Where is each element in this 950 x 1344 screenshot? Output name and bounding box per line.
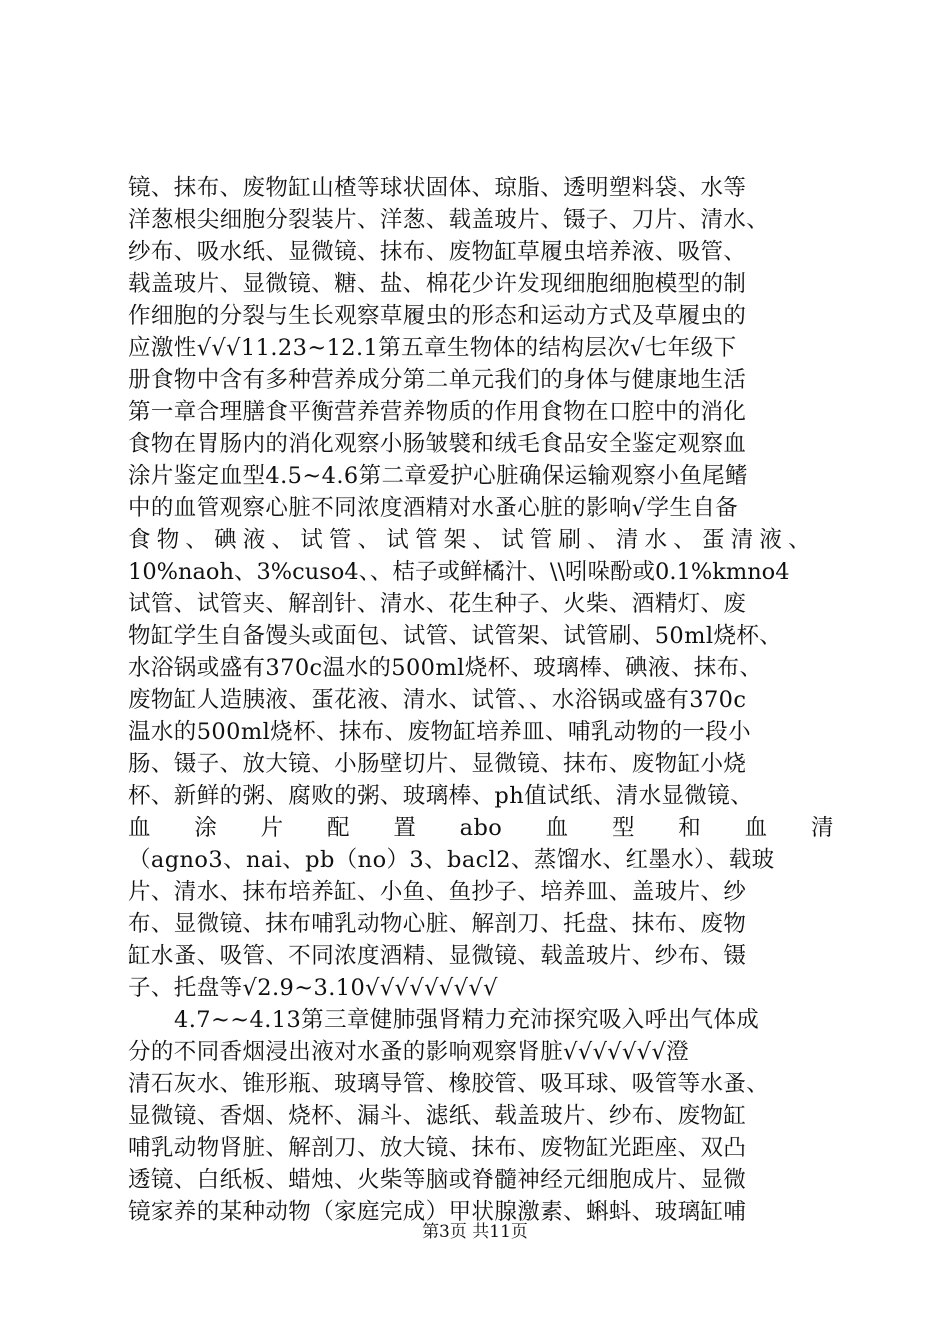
text-line: 镜家养的某种动物（家庭完成）甲状腺激素、蝌蚪、玻璃缸哺 [128, 1199, 747, 1225]
spaced-text-line [128, 812, 834, 844]
text-line: 镜、抹布、废物缸山楂等球状固体、琼脂、透明塑料袋、水等 [128, 175, 747, 201]
text-line: 物缸学生自备馒头或面包、试管、试管架、试管刷、50ml烧杯、 [128, 623, 783, 649]
text-line: 涂片鉴定血型4.5~4.6第二章爱护心脏确保运输观察小鱼尾鳍 [128, 463, 748, 489]
spaced-word: 片 [260, 815, 284, 841]
spaced-word: abo [459, 815, 503, 841]
text-line: 作细胞的分裂与生长观察草履虫的形态和运动方式及草履虫的 [128, 303, 747, 329]
text-line: 试管、试管夹、解剖针、清水、花生种子、火柴、酒精灯、废 [128, 591, 747, 617]
text-line: 应激性√√√11.23~12.1第五章生物体的结构层次√七年级下 [128, 335, 737, 361]
page-number-footer: 第3页 共11页 [422, 1222, 528, 1242]
text-line: 洋葱根尖细胞分裂装片、洋葱、载盖玻片、镊子、刀片、清水、 [128, 207, 770, 233]
document-body [128, 172, 834, 1228]
text-line: 纱布、吸水纸、显微镜、抹布、废物缸草履虫培养液、吸管、 [128, 239, 747, 265]
text-line: 废物缸人造胰液、蛋花液、清水、试管、、水浴锅或盛有370c [128, 687, 747, 713]
text-line: 温水的500ml烧杯、抹布、废物缸培养皿、哺乳动物的一段小 [128, 719, 752, 745]
text-line: （agno3、nai、pb（no）3、bacl2、蒸馏水、红墨水）、载玻 [128, 847, 775, 873]
text-line: 缸水蚤、吸管、不同浓度酒精、显微镜、载盖玻片、纱布、镊 [128, 943, 747, 969]
text-line: 10%naoh、3%cuso4、、桔子或鲜橘汁、\\吲哚酚或0.1%kmno4 [128, 559, 790, 585]
spaced-word: 清 [810, 815, 834, 841]
text-line: 布、显微镜、抹布哺乳动物心脏、解剖刀、托盘、抹布、废物 [128, 911, 747, 937]
spaced-word: 涂 [194, 815, 218, 841]
text-line: 食物在胃肠内的消化观察小肠皱襞和绒毛食品安全鉴定观察血 [128, 431, 747, 457]
paragraph-first-line: 4.7~~4.13第三章健肺强肾精力充沛探究吸入呼出气体成 [174, 1007, 760, 1033]
text-line: 清石灰水、锥形瓶、玻璃导管、橡胶管、吸耳球、吸管等水蚤、 [128, 1071, 770, 1097]
spaced-word: 型 [611, 815, 635, 841]
text-line: 册食物中含有多种营养成分第二单元我们的身体与健康地生活 [128, 367, 747, 393]
text-line: 第一章合理膳食平衡营养营养物质的作用食物在口腔中的消化 [128, 399, 747, 425]
text-line: 子、托盘等√2.9~3.10√√√√√√√√√ [128, 975, 498, 1001]
text-line: 肠、镊子、放大镜、小肠壁切片、显微镜、抹布、废物缸小烧 [128, 751, 747, 777]
text-line: 载盖玻片、显微镜、糖、盐、棉花少许发现细胞细胞模型的制 [128, 271, 747, 297]
text-line: 中的血管观察心脏不同浓度酒精对水蚤心脏的影响√学生自备 [128, 495, 739, 521]
text-line: 片、清水、抹布培养缸、小鱼、鱼抄子、培养皿、盖玻片、纱 [128, 879, 747, 905]
text-line: 分的不同香烟浸出液对水蚤的影响观察肾脏√√√√√√√澄 [128, 1039, 690, 1065]
spaced-word: 血 [744, 815, 768, 841]
text-line: 透镜、白纸板、蜡烛、火柴等脑或脊髓神经元细胞成片、显微 [128, 1167, 747, 1193]
spaced-word: 和 [678, 815, 702, 841]
spaced-word: 血 [545, 815, 569, 841]
text-line: 杯、新鲜的粥、腐败的粥、玻璃棒、ph值试纸、清水显微镜、 [128, 783, 754, 809]
text-line: 食物、碘液、试管、试管架、试管刷、清水、蛋清液、 [128, 527, 817, 553]
spaced-word: 配 [326, 815, 350, 841]
text-line: 显微镜、香烟、烧杯、漏斗、滤纸、载盖玻片、纱布、废物缸 [128, 1103, 747, 1129]
text-line: 哺乳动物肾脏、解剖刀、放大镜、抹布、废物缸光距座、双凸 [128, 1135, 747, 1161]
text-line: 水浴锅或盛有370c温水的500ml烧杯、玻璃棒、碘液、抹布、 [128, 655, 763, 681]
spaced-word: 血 [128, 815, 151, 841]
spaced-word: 置 [393, 815, 417, 841]
